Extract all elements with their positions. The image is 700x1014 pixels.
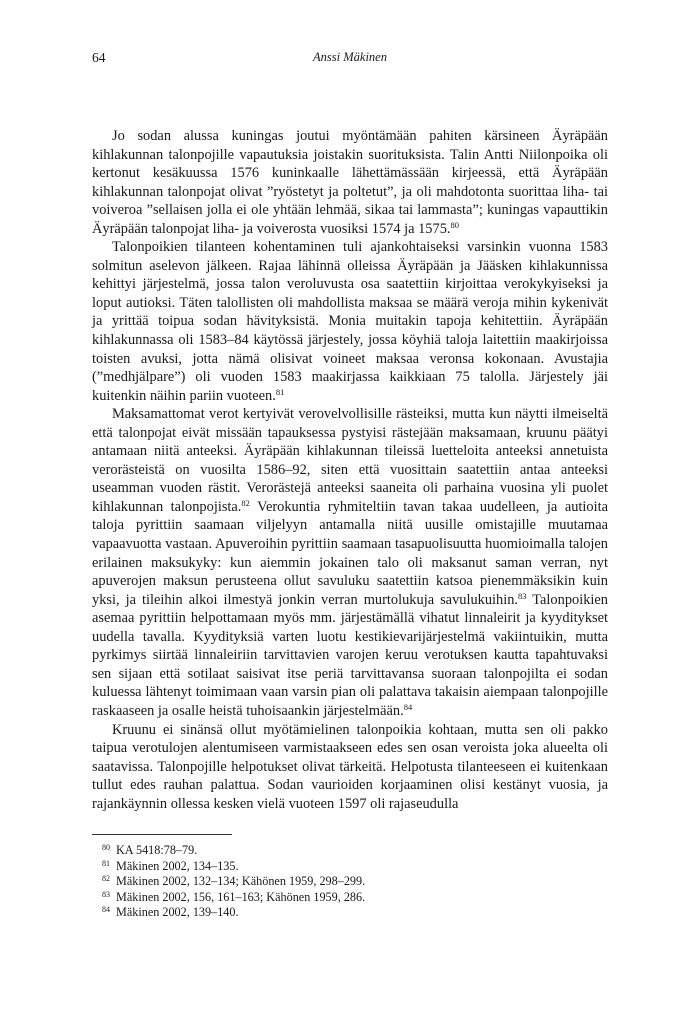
footnote-number: 82 — [102, 874, 110, 883]
footnote — [102, 890, 602, 906]
paragraph-text: Jo sodan alussa kuningas joutui myöntämään pahiten kärsineen Äyräpään kihlakunnan talonpojille vapautuksia joistakin suorituksista. Talin Antti Niilonpoika oli kertonut kesäkuussa 1576 kuninkaalle lähettämässään kirjeessä, että Äyräpään kihlakunnan talonpojat olivat ”ryöstetyt ja poltetut”, ja oli mahdotonta suorittaa liha- tai voiveroa ”sellaisen jolla ei ole yhtään lehmää, sikaa tai lammasta”; kuningas vapauttikin Äyräpään talonpojat liha- ja voiverosta vuosiksi 1574 ja 1575. — [92, 128, 608, 237]
footnote-reference: 81 — [275, 386, 285, 397]
footnote-number: 81 — [102, 858, 110, 868]
paragraph-text: Verokuntia ryhmiteltiin tavan takaa uudelleen, ja autioita taloja pyrittiin saamaan viljelyyn antamalla niitä uusille omistajille muutamaa vapaavuotta vastaan. Apuveroihin pyrittiin saamaan tasapuolisuutta huomioimalla talojen erilainen maksukyky: kun aiemmin jokainen talo oli maksanut saman verran, nyt apuverojen maksun perusteena ollut savuluku saatettiin katsoa pienemmäksikin kuin yksi, ja tileihin alkoi ilmestyä jonkin verran murtolukuja savulukuihin. — [92, 498, 608, 608]
footnote-text: Mäkinen 2002, 132–134; Kähönen 1959, 298–299. — [116, 874, 366, 888]
footnotes — [102, 843, 602, 921]
paragraph — [92, 238, 608, 405]
footnote-text: Mäkinen 2002, 139–140. — [116, 905, 239, 919]
footnote-text: Mäkinen 2002, 134–135. — [116, 858, 239, 873]
footnote — [102, 843, 602, 859]
footnote-text: KA 5418:78–79. — [116, 843, 198, 857]
running-head-author: Anssi Mäkinen — [313, 50, 387, 64]
footnote — [102, 905, 602, 921]
paragraph — [92, 721, 608, 814]
footnote-text: Mäkinen 2002, 156, 161–163; Kähönen 1959, 286. — [116, 889, 366, 904]
running-head — [92, 50, 608, 70]
paragraph-text: Maksamattomat verot kertyivät verovelvollisille rästeiksi, mutta kun näytti ilmeiseltä että talonpojat eivät missään tapauksessa pystyisi rästejään maksamaan, kruunu päätyi antamaan niitä anteeksi. Äyräpään kihlakunnan tileissä luetteloita anteeksi annetuista verorästeistä on vuosilta 1586–92, siten että vuosittain saatettiin antaa anteeksi useamman vuoden rästit. Verorästejä anteeksi saaneita oli parhaina vuosina yli puolet kihlakunnan talonpojista. — [92, 406, 608, 515]
footnote-reference: 83 — [518, 590, 527, 601]
paragraph — [92, 127, 608, 238]
footnote — [102, 874, 602, 890]
footnote-number: 84 — [102, 905, 110, 914]
footnote-reference: 80 — [450, 219, 459, 230]
footnote-separator — [92, 834, 232, 835]
footnote-number: 83 — [102, 889, 110, 899]
paragraph-text: Talonpoikien asemaa pyrittiin helpottamaan myös mm. järjestämällä vihatut linnaleirit ja kyyditykset uudella tavalla. Kyydityksiä varten luotu kestikievarijärjestelmä vakiintuikin, mutta pyrkimys siirtää linnaleiriin tarvittavien varojen keruu verotuksen kautta tapahtuvaksi sen sijaan että sotilaat saisivat itse periä tarvittavansa suoraan talonpojilta ei sodan kuluessa lähtenyt toimimaan vaan varsin pian oli palattava takaisin aiempaan talonpojille raskaaseen ja osalle heistä tuhoisaankin järjestelmään. — [92, 591, 608, 719]
paragraph-text: Talonpoikien tilanteen kohentaminen tuli ajankohtaiseksi varsinkin vuonna 1583 solmitun aselevon jälkeen. Rajaa lähinnä olleissa Äyräpään ja Jääsken kihlakunnissa kehittyi järjestelmä, jossa talon veroluvusta osa saatettiin kirjoittaa verokykyiseksi ja loput autioksi. Täten talollisten oli mahdollista maksaa se määrä veroja mihin kykenivät ja yrittää toipua sodan hävityksistä. Monia muitakin tapoja kehitettiin. Äyräpään kihlakunnassa oli 1583–84 käytössä järjestely, jossa köyhiä taloja laitettiin maakirjoissa toisten avuksi, jotta nämä olisivat voineet maksaa veronsa kokonaan. Avustajia (”medhjälpare”) oli vuoden 1583 maakirjassa kaikkiaan 75 talolla. Järjestely jäi kuitenkin näihin pariin vuoteen. — [92, 239, 608, 404]
page-number: 64 — [92, 50, 106, 65]
paragraph-text: Kruunu ei sinänsä ollut myötämielinen talonpoikia kohtaan, mutta sen oli pakko taipua verotulojen alentumiseen varmistaakseen edes sen osan veroista joka alueelta oli saatavissa. Talonpojille helpotukset olivat tärkeitä. Helpotusta tilanteeseen ei kuitenkaan tullut edes rauhan palattua. Sodan vaurioiden korjaaminen olisi kestänyt vuosia, ja rajankäynnin ollessa kesken vielä vuoteen 1597 oli rajaseudulla — [92, 721, 608, 812]
footnote-reference: 84 — [403, 701, 413, 712]
body-text — [92, 127, 608, 813]
paragraph — [92, 405, 608, 720]
footnote-reference: 82 — [241, 497, 250, 508]
footnote — [102, 859, 602, 875]
footnote-number: 80 — [102, 843, 110, 852]
